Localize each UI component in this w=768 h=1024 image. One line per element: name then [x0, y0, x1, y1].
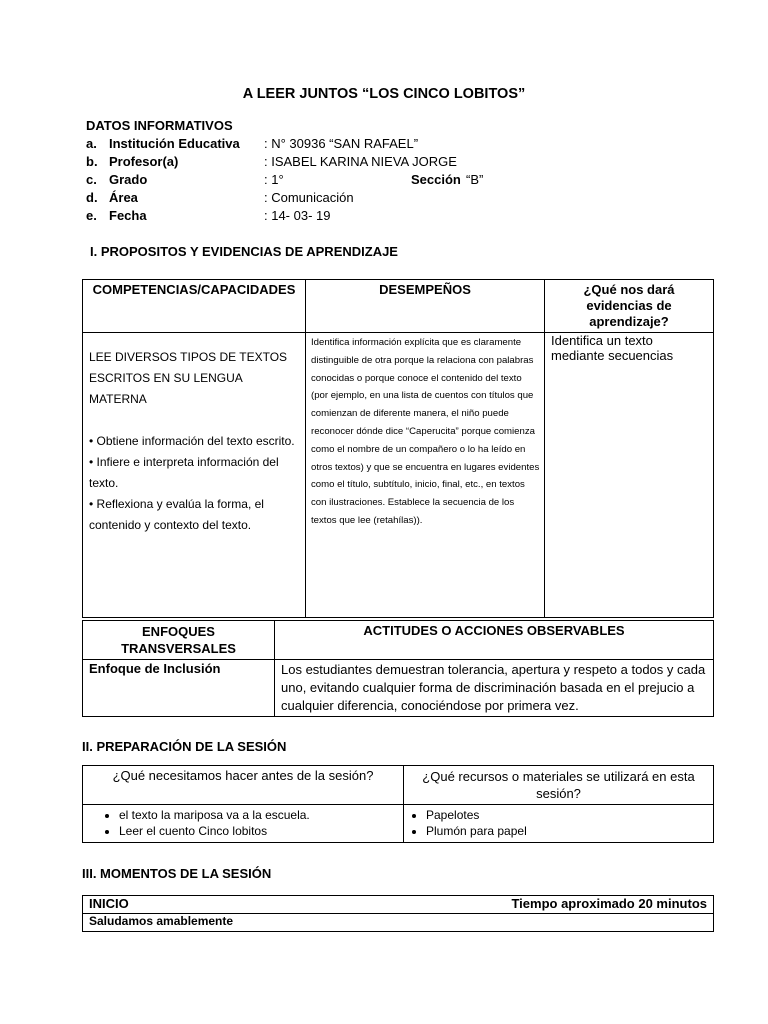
list-item: • el texto la mariposa va a la escuela. [119, 807, 403, 823]
info-value: : 1° [264, 172, 284, 187]
info-label: Área [109, 190, 138, 205]
inicio-label: INICIO [89, 896, 129, 911]
info-label: Institución Educativa [109, 136, 240, 151]
info-value: : ISABEL KARINA NIEVA JORGE [264, 154, 457, 169]
evidencia-cell [545, 333, 714, 618]
info-value: : N° 30936 “SAN RAFAEL” [264, 136, 419, 151]
datos-heading: DATOS INFORMATIVOS [86, 118, 233, 133]
list-item: • Plumón para papel [426, 823, 713, 839]
section3-heading: III. MOMENTOS DE LA SESIÓN [82, 866, 272, 881]
recursos-cell [404, 805, 714, 843]
info-letter: e. [86, 208, 97, 223]
desempenos-cell [306, 333, 545, 618]
header-recursos: ¿Qué recursos o materiales se utilizará en esta sesión? [404, 766, 714, 805]
header-antes: ¿Qué necesitamos hacer antes de la sesión? [83, 766, 404, 805]
info-letter: a. [86, 136, 97, 151]
seccion-label: Sección [411, 172, 461, 187]
inicio-cell [83, 896, 714, 914]
enfoques-table [82, 620, 714, 717]
capacidad-item: • Obtiene información del texto escrito. [89, 434, 295, 448]
header-enfoques: ENFOQUES TRANSVERSALES [83, 621, 275, 660]
header-evidencias: ¿Qué nos dará evidencias de aprendizaje? [545, 280, 714, 333]
table-row [83, 333, 714, 618]
list-item: • Leer el cuento Cinco lobitos [119, 823, 403, 839]
header-actitudes: ACTITUDES O ACCIONES OBSERVABLES [275, 621, 714, 660]
seccion-value: “B” [466, 172, 484, 187]
accion-cell: Los estudiantes demuestran tolerancia, apertura y respeto a todos y cada uno, evitando cualquier forma de discriminación basada en el prejucio a cualquier diferencia, conociéndose por primera vez. [275, 660, 714, 717]
desempeno-text: Identifica información explícita que es claramente distinguible de otra porque la relaciona con palabras conocidas o porque conoce el contenido del texto (por ejemplo, en una lista de cuentos con títulos que comienzan de diferente manera, el niño puede reconocer dónde dice “Caperucita” porque comienza como el nombre de un compañero o lo ha leído en otros textos) y que se encuentra en lugares evidentes como el título, subtítulo, inicio, final, etc., en textos con ilustraciones. Establece la secuencia de los textos que lee (retahílas)). [311, 337, 540, 526]
antes-cell [83, 805, 404, 843]
info-label: Grado [109, 172, 148, 187]
table-row [83, 805, 714, 843]
info-letter: c. [86, 172, 97, 187]
table-header-row [83, 621, 714, 660]
section1-heading: I. PROPOSITOS Y EVIDENCIAS DE APRENDIZAJE [90, 244, 398, 259]
capacidad-item: • Reflexiona y evalúa la forma, el contenido y contexto del texto. [89, 497, 264, 532]
momentos-table [82, 895, 714, 932]
capacidad-item: • Infiere e interpreta información del texto. [89, 455, 279, 490]
list-item: • Papelotes [426, 807, 713, 823]
table-row [83, 914, 714, 932]
enfoque-cell: Enfoque de Inclusión [83, 660, 275, 717]
info-label: Profesor(a) [109, 154, 179, 169]
header-desempenos: DESEMPEÑOS [306, 280, 545, 333]
info-letter: d. [86, 190, 98, 205]
saludo-cell: Saludamos amablemente [83, 914, 714, 932]
tiempo-label: Tiempo aproximado 20 minutos [511, 896, 707, 911]
table-header-row [83, 766, 714, 805]
header-competencias: COMPETENCIAS/CAPACIDADES [83, 280, 306, 333]
table-row [83, 660, 714, 717]
info-row-grado [86, 171, 506, 189]
document-title: A LEER JUNTOS “LOS CINCO LOBITOS” [242, 86, 526, 102]
competencias-cell [83, 333, 306, 618]
section2-heading: II. PREPARACIÓN DE LA SESIÓN [82, 739, 287, 754]
info-value: : Comunicación [264, 190, 354, 205]
propositos-table [82, 279, 714, 618]
info-letter: b. [86, 154, 98, 169]
table-header-row [83, 280, 714, 333]
evidencia-text: Identifica un texto mediante secuencias [551, 333, 674, 363]
table-row [83, 896, 714, 914]
competencia-text: LEE DIVERSOS TIPOS DE TEXTOS ESCRITOS EN SU LENGUA MATERNA [89, 350, 288, 406]
info-value: : 14- 03- 19 [264, 208, 331, 223]
info-label: Fecha [109, 208, 147, 223]
preparacion-table [82, 765, 714, 843]
